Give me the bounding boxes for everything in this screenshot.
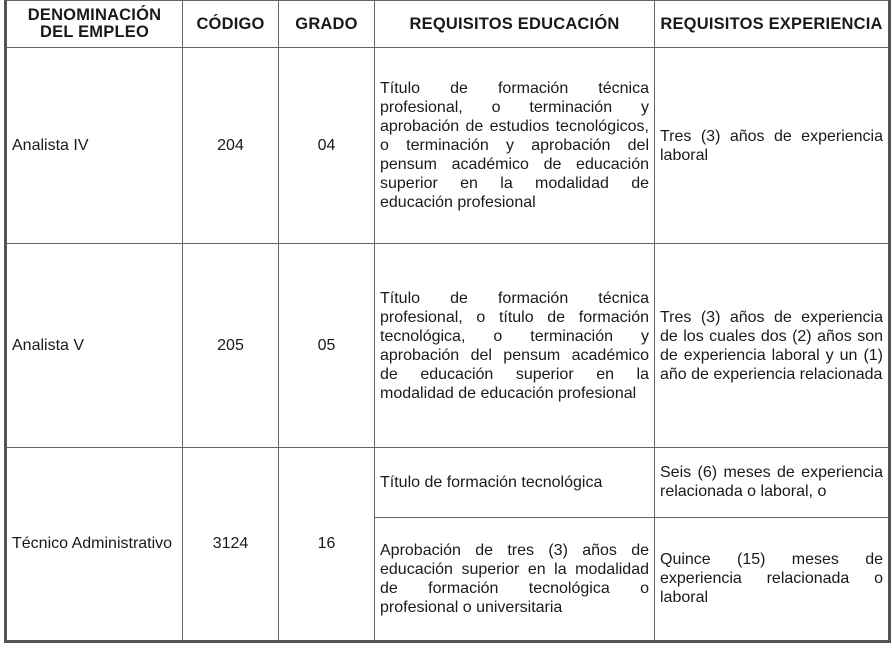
header-denominacion: DENOMINACIÓN DEL EMPLEO [6, 1, 183, 48]
header-codigo: CÓDIGO [183, 1, 279, 48]
cell-experiencia: Seis (6) meses de experiencia relacionada o laboral, o [655, 447, 890, 517]
cell-grado: 16 [279, 447, 375, 641]
cell-educacion: Título de formación técnica profesional, o terminación y aprobación de estudios tecnológicos, o terminación y aprobación del pensum académico de educación superior en la modalidad de educación profesional [375, 48, 655, 244]
header-educacion: REQUISITOS EDUCACIÓN [375, 1, 655, 48]
requirements-table [4, 0, 891, 643]
table-row [6, 48, 890, 244]
header-grado: GRADO [279, 1, 375, 48]
cell-denominacion: Analista IV [6, 48, 183, 244]
cell-codigo: 3124 [183, 447, 279, 641]
cell-educacion: Título de formación tecnológica [375, 447, 655, 517]
table-row [6, 244, 890, 447]
cell-codigo: 204 [183, 48, 279, 244]
header-row [6, 1, 890, 48]
cell-codigo: 205 [183, 244, 279, 447]
cell-grado: 05 [279, 244, 375, 447]
cell-denominacion: Técnico Administrativo [6, 447, 183, 641]
cell-grado: 04 [279, 48, 375, 244]
header-experiencia: REQUISITOS EXPERIENCIA [655, 1, 890, 48]
cell-denominacion: Analista V [6, 244, 183, 447]
cell-experiencia: Tres (3) años de experiencia laboral [655, 48, 890, 244]
cell-experiencia: Tres (3) años de experiencia de los cuales dos (2) años son de experiencia laboral y un (1) año de experiencia relacionada [655, 244, 890, 447]
table-row [6, 447, 890, 517]
cell-educacion: Título de formación técnica profesional, o título de formación tecnológica, o terminación y aprobación del pensum académico de educación superior en la modalidad de educación profesional [375, 244, 655, 447]
cell-experiencia: Quince (15) meses de experiencia relacionada o laboral [655, 517, 890, 641]
cell-educacion: Aprobación de tres (3) años de educación superior en la modalidad de formación tecnológica o profesional o universitaria [375, 517, 655, 641]
